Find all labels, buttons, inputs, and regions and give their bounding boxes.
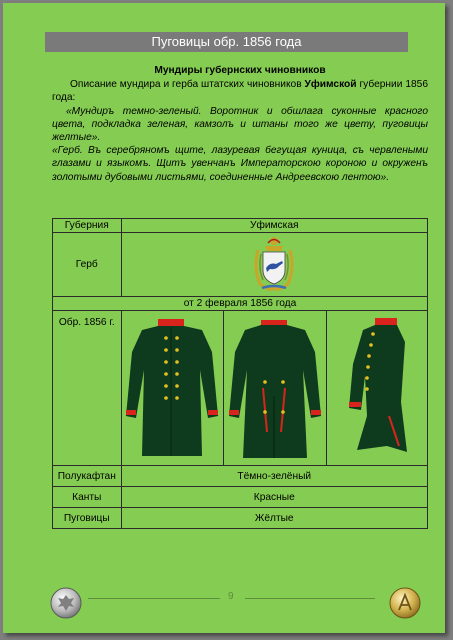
row-value-cell: Красные bbox=[121, 487, 427, 508]
intro-paragraph bbox=[52, 78, 428, 104]
section-subtitle: Мундиры губернских чиновников bbox=[154, 65, 326, 76]
uniform-quote: «Мундиръ темно-зеленый. Воротник и обшлага суконные красного цвета, подкладка зеленая, камзолъ и штаны того же цвету, пуговицы желтые». bbox=[52, 105, 428, 144]
intro-post: губернии 1856 года: bbox=[52, 79, 428, 104]
table-row bbox=[53, 508, 428, 529]
page-title: Пуговицы обр. 1856 года bbox=[45, 32, 408, 52]
uniform-back-cell bbox=[224, 311, 327, 466]
model-label-cell: Обр. 1856 г. bbox=[53, 311, 122, 466]
intro-bold: Уфимской bbox=[304, 79, 357, 91]
row-label-cell: Пуговицы bbox=[53, 508, 122, 529]
date-cell: от 2 февраля 1856 года bbox=[53, 297, 428, 311]
table-row bbox=[53, 487, 428, 508]
coat-of-arms-quote: «Герб. Въ серебряномъ щите, лазуревая бегущая куница, съ червлеными глазами и языкомъ. Щитъ увенчанъ Императорскою короною и окруженъ золотыми дубовыми листьями, соединенные Андреевскою лентою». bbox=[52, 145, 428, 183]
footer-line-right bbox=[245, 598, 375, 599]
monogram-button-icon bbox=[389, 587, 421, 619]
header-label-cell: Губерния bbox=[53, 219, 122, 233]
ufa-coat-of-arms-icon bbox=[252, 234, 296, 292]
uniform-side-cell bbox=[327, 311, 428, 466]
date-row bbox=[53, 297, 428, 311]
header-value-cell: Уфимская bbox=[121, 219, 427, 233]
coat-of-arms-row bbox=[53, 233, 428, 297]
intro-pre: Описание мундира и герба штатских чиновников bbox=[70, 79, 305, 91]
row-label-cell: Канты bbox=[53, 487, 122, 508]
uniform-back-icon bbox=[225, 312, 325, 462]
table-row bbox=[53, 466, 428, 487]
uniform-images-row bbox=[53, 311, 428, 466]
eagle-button-icon bbox=[50, 587, 82, 619]
row-label-cell: Полукафтан bbox=[53, 466, 122, 487]
row-value-cell: Тёмно-зелёный bbox=[121, 466, 427, 487]
uniform-table bbox=[52, 218, 428, 529]
uniform-side-icon bbox=[327, 312, 427, 462]
coat-image-cell bbox=[121, 233, 427, 297]
page-number: 9 bbox=[228, 591, 234, 602]
uniform-front-cell bbox=[121, 311, 224, 466]
uniform-front-icon bbox=[122, 312, 222, 462]
coat-label-cell: Герб bbox=[53, 233, 122, 297]
row-value-cell: Жёлтые bbox=[121, 508, 427, 529]
document-body bbox=[52, 64, 428, 184]
footer-line-left bbox=[88, 598, 220, 599]
table-header-row bbox=[53, 219, 428, 233]
